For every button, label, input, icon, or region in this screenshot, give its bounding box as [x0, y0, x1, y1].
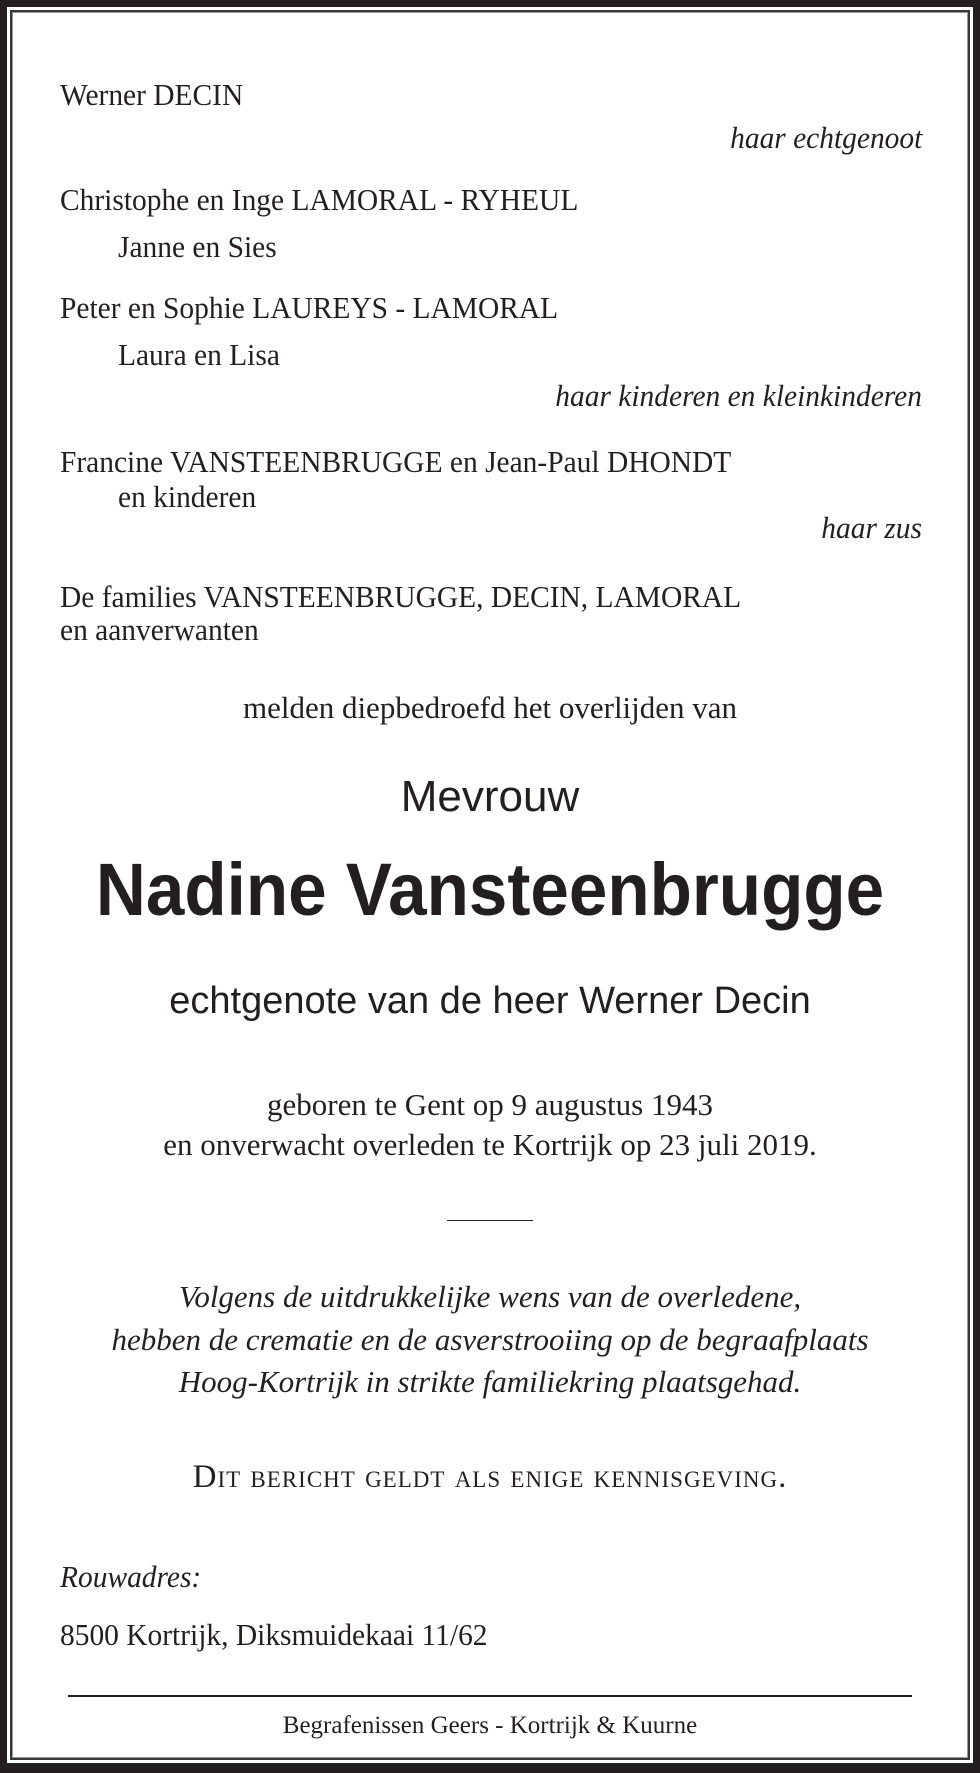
mourning-address: 8500 Kortrijk, Diksmuidekaai 11/62: [60, 1617, 488, 1652]
spouse-line: echtgenote van de heer Werner Decin: [169, 980, 811, 1022]
relation-children: haar kinderen en kleinkinderen: [555, 378, 922, 413]
family-member-spouse: Werner DECIN: [60, 77, 244, 112]
family-member-sister: Francine VANSTEENBRUGGE en Jean-Paul DHONDT: [60, 444, 732, 479]
separator-long: [68, 1695, 912, 1697]
sister-children: en kinderen: [118, 479, 257, 514]
wish-line-1: Volgens de uitdrukkelijke wens van de overledene,: [178, 1279, 802, 1314]
wish-line-3: Hoog-Kortrijk in strikte familiekring plaatsgehad.: [178, 1364, 802, 1399]
grandchildren-2: Laura en Lisa: [118, 337, 280, 372]
relation-sister: haar zus: [821, 510, 922, 545]
notice-statement: Dit bericht geldt als enige kennisgeving.: [192, 1459, 788, 1495]
separator-short: [447, 1220, 533, 1221]
family-member-child-1: Christophe en Inge LAMORAL - RYHEUL: [60, 182, 579, 217]
relatives: en aanverwanten: [60, 612, 259, 647]
grandchildren-1: Janne en Sies: [118, 229, 277, 264]
birth-line: geboren te Gent op 9 augustus 1943: [267, 1087, 713, 1122]
funeral-home: Begrafenissen Geers - Kortrijk & Kuurne: [282, 1712, 698, 1739]
family-member-child-2: Peter en Sophie LAUREYS - LAMORAL: [60, 290, 559, 325]
deceased-name: Nadine Vansteenbrugge: [95, 848, 885, 931]
death-line: en onverwacht overleden te Kortrijk op 23 juli 2019.: [163, 1127, 817, 1162]
families: De families VANSTEENBRUGGE, DECIN, LAMORAL: [60, 579, 742, 614]
mourning-address-label: Rouwadres:: [60, 1559, 202, 1594]
announcement-text: melden diepbedroefd het overlijden van: [242, 690, 738, 725]
wish-line-2: hebben de crematie en de asverstrooiing op de begraafplaats: [111, 1322, 869, 1357]
relation-spouse: haar echtgenoot: [729, 120, 922, 155]
salutation: Mevrouw: [400, 772, 580, 821]
